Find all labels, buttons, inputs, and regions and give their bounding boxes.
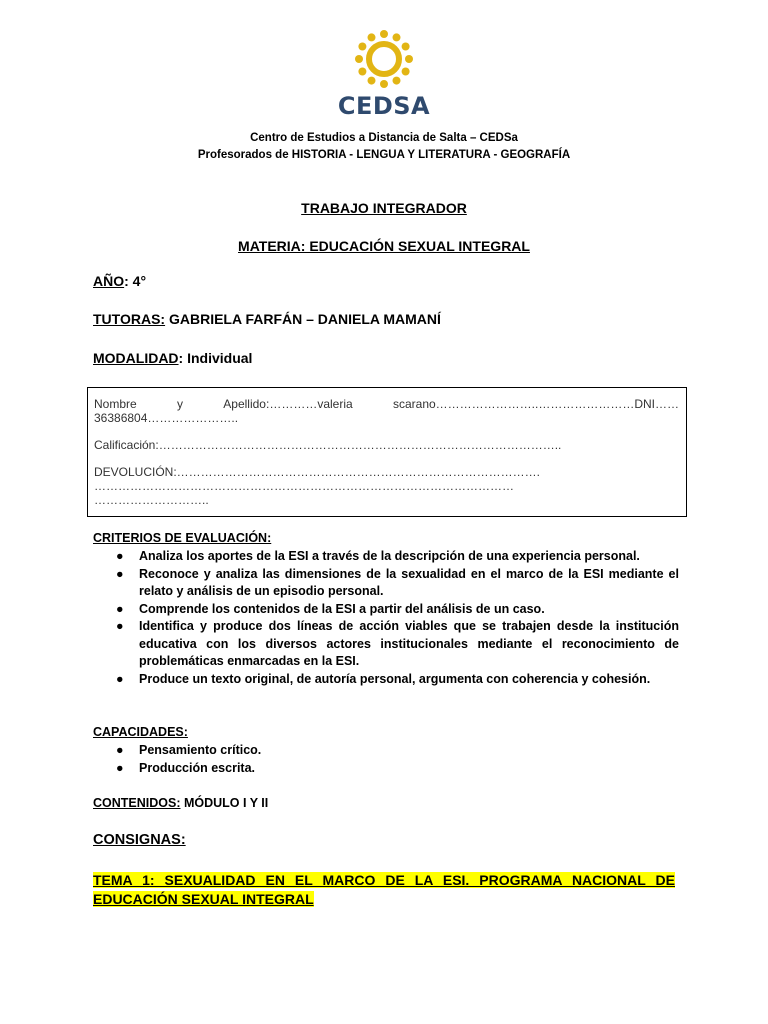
tutors-label: TUTORAS: [93,311,166,327]
name-value: scarano……………………..……………………DNI…… [392,397,679,411]
capacities-list [93,742,679,777]
cedsa-logo [0,28,768,120]
bullet-icon: ● [116,743,124,757]
list-item [93,671,679,689]
name-left: Nombre [94,397,137,411]
programs-line: Profesorados de HISTORIA - LENGUA Y LITERATURA - GEOGRAFÍA [197,149,571,161]
criteria-text: Comprende los contenidos de la ESI a partir del análisis de un caso. [139,601,545,616]
capacity-text: Producción escrita. [139,760,256,775]
contents-label: CONTENIDOS: [93,796,181,810]
bullet-icon: ● [116,760,124,775]
bullet-icon: ● [116,619,124,633]
feedback-line-3: ……………………….. [94,493,209,507]
bullet-icon: ● [116,671,124,686]
institution-header [0,130,768,164]
criteria-text: Reconoce y analiza las dimensiones de la sexualidad en el marco de la ESI mediante el relato y análisis de un episodio personal. [139,566,679,598]
year-field [93,273,146,289]
list-item [93,548,679,566]
criteria-title: CRITERIOS DE EVALUACIÓN: [93,531,272,545]
sun-icon [351,28,417,90]
institution-name: Centro de Estudios a Distancia de Salta – CEDSa [250,132,518,144]
criteria-text: Produce un texto original, de autoría personal, argumenta con coherencia y cohesión. [139,671,651,686]
subject-title: MATERIA: EDUCACIÓN SEXUAL INTEGRAL [238,238,530,254]
year-value: : 4° [124,273,147,289]
document-title: TRABAJO INTEGRADOR [301,200,467,216]
name-label: Apellido:…………valeria [223,397,353,411]
student-info-box [87,387,687,517]
instructions-title: CONSIGNAS: [93,832,186,848]
modality-field [93,350,252,366]
year-label: AÑO [93,273,125,289]
feedback-line-2: …………………………………………………………………………………………… [94,479,514,493]
bullet-icon: ● [116,601,124,616]
criteria-list [93,548,679,688]
capacity-text: Pensamiento crítico. [139,743,262,757]
list-item [93,760,679,778]
name-line [94,397,679,411]
criteria-text: Analiza los aportes de la ESI a través de la descripción de una experiencia personal. [139,549,640,563]
list-item [93,601,679,619]
contents-value: MÓDULO I Y II [180,796,269,810]
modality-label: MODALIDAD [93,350,179,366]
list-item [93,742,679,760]
logo-text: CEDSA [337,92,431,120]
bullet-icon: ● [116,549,124,563]
capacities-title: CAPACIDADES: [93,725,188,739]
criteria-text: Identifica y produce dos líneas de acción viables que se trabajen desde la institución educativa con los diversos actores institucionales mediante el reconocimiento de problemáticas enmarcadas en la ESI. [139,619,679,668]
name-y: y [176,397,183,411]
tutors-field [93,311,441,327]
list-item [93,618,679,671]
tutors-value: GABRIELA FARFÁN – DANIELA MAMANÍ [165,311,441,327]
feedback-line: DEVOLUCIÓN:………………………………………………………………………………. [94,465,541,479]
bullet-icon: ● [116,566,124,581]
grade-line: Calificación:……………………………………………………………………………………….. [94,438,562,452]
topic-text: TEMA 1: SEXUALIDAD EN EL MARCO DE LA ESI. PROGRAMA NACIONAL DE EDUCACIÓN SEXUAL INTEGRAL [93,872,675,907]
modality-value: : Individual [178,350,253,366]
dni-line: 36386804………………….. [94,411,239,425]
topic-heading [93,871,675,909]
contents-line [93,796,268,810]
list-item [93,566,679,601]
